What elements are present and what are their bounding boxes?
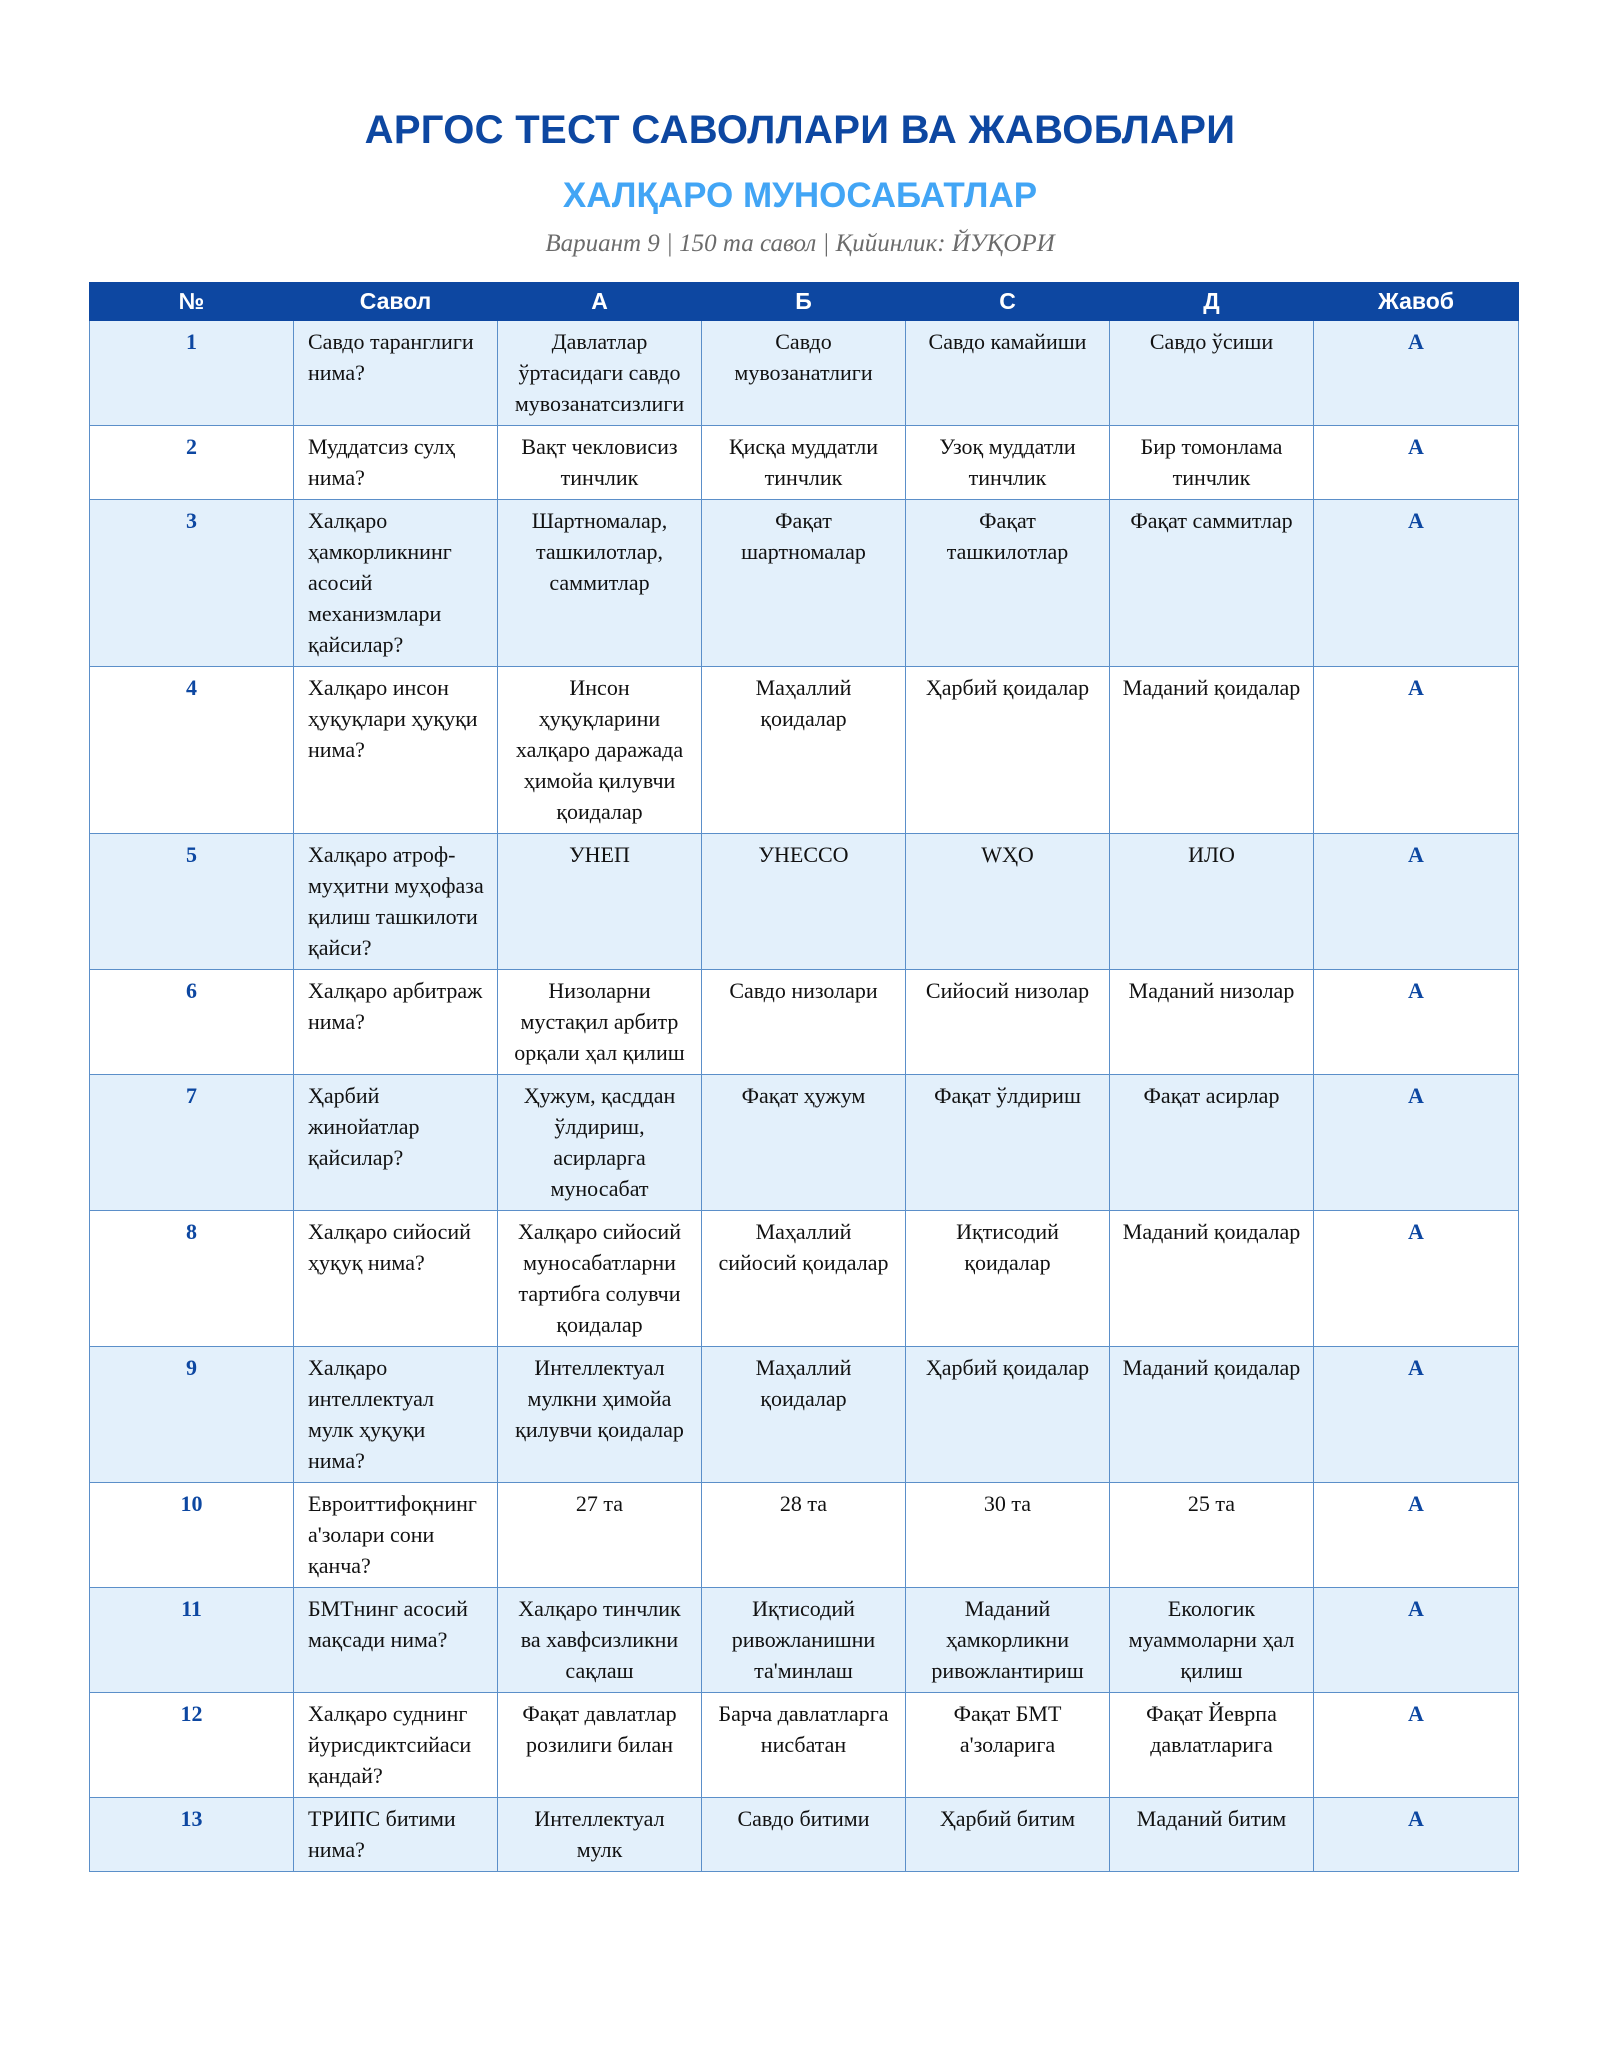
option-d: Бир томонлама тинчлик <box>1110 426 1314 500</box>
test-meta-info: Вариант 9 | 150 та савол | Қийинлик: ЙУҚОРИ <box>545 230 1055 257</box>
option-a: 27 та <box>498 1483 702 1588</box>
column-header-option-d: Д <box>1110 283 1314 321</box>
question-text: ТРИПС битими нима? <box>294 1798 498 1872</box>
question-text: БМТнинг асосий мақсади нима? <box>294 1588 498 1693</box>
option-c: Фақат ташкилотлар <box>906 500 1110 667</box>
correct-answer: А <box>1314 1693 1519 1798</box>
question-text: Савдо таранглиги нима? <box>294 321 498 426</box>
question-number: 12 <box>90 1693 294 1798</box>
correct-answer: А <box>1314 1075 1519 1211</box>
table-row <box>90 970 1519 1075</box>
correct-answer: А <box>1314 667 1519 834</box>
table-row <box>90 667 1519 834</box>
question-text: Халқаро арбитраж нима? <box>294 970 498 1075</box>
option-c: Фақат ўлдириш <box>906 1075 1110 1211</box>
option-d: ИЛО <box>1110 834 1314 970</box>
question-number: 7 <box>90 1075 294 1211</box>
question-text: Халқаро инсон ҳуқуқлари ҳуқуқи нима? <box>294 667 498 834</box>
correct-answer: А <box>1314 426 1519 500</box>
correct-answer: А <box>1314 970 1519 1075</box>
option-c: Иқтисодий қоидалар <box>906 1211 1110 1347</box>
question-number: 4 <box>90 667 294 834</box>
question-number: 9 <box>90 1347 294 1483</box>
table-row <box>90 834 1519 970</box>
correct-answer: А <box>1314 1211 1519 1347</box>
correct-answer: А <box>1314 321 1519 426</box>
option-a: Халқаро сийосий муносабатларни тартибга солувчи қоидалар <box>498 1211 702 1347</box>
correct-answer: А <box>1314 1588 1519 1693</box>
option-a: УНЕП <box>498 834 702 970</box>
correct-answer: А <box>1314 834 1519 970</box>
option-b: УНЕССО <box>702 834 906 970</box>
option-d: Савдо ўсиши <box>1110 321 1314 426</box>
table-body <box>90 321 1519 1872</box>
column-header-option-a: А <box>498 283 702 321</box>
option-a: Интеллектуал мулк <box>498 1798 702 1872</box>
option-d: Маданий низолар <box>1110 970 1314 1075</box>
option-a: Фақат давлатлар розилиги билан <box>498 1693 702 1798</box>
option-d: 25 та <box>1110 1483 1314 1588</box>
question-text: Евроиттифоқнинг а'золари сони қанча? <box>294 1483 498 1588</box>
option-b: Савдо мувозанатлиги <box>702 321 906 426</box>
option-d: Маданий қоидалар <box>1110 1347 1314 1483</box>
option-c: Узоқ муддатли тинчлик <box>906 426 1110 500</box>
option-d: Маданий қоидалар <box>1110 1211 1314 1347</box>
correct-answer: А <box>1314 1483 1519 1588</box>
question-number: 5 <box>90 834 294 970</box>
option-b: Қисқа муддатли тинчлик <box>702 426 906 500</box>
option-c: Ҳарбий битим <box>906 1798 1110 1872</box>
page-subtitle: ХАЛҚАРО МУНОСАБАТЛАР <box>562 176 1038 215</box>
column-header-answer: Жавоб <box>1314 283 1519 321</box>
option-b: Савдо битими <box>702 1798 906 1872</box>
option-b: Барча давлатларга нисбатан <box>702 1693 906 1798</box>
option-d: Маданий қоидалар <box>1110 667 1314 834</box>
question-number: 3 <box>90 500 294 667</box>
table-row <box>90 1211 1519 1347</box>
option-c: 30 та <box>906 1483 1110 1588</box>
question-text: Халқаро суднинг йурисдиктсийаси қандай? <box>294 1693 498 1798</box>
correct-answer: А <box>1314 1347 1519 1483</box>
question-number: 6 <box>90 970 294 1075</box>
option-a: Ҳужум, қасддан ўлдириш, асирларга муносабат <box>498 1075 702 1211</box>
question-number: 1 <box>90 321 294 426</box>
table-row <box>90 500 1519 667</box>
option-b: Маҳаллий сийосий қоидалар <box>702 1211 906 1347</box>
option-a: Интеллектуал мулкни ҳимойа қилувчи қоидалар <box>498 1347 702 1483</box>
option-d: Екологик муаммоларни ҳал қилиш <box>1110 1588 1314 1693</box>
question-text: Халқаро атроф-муҳитни муҳофаза қилиш ташкилоти қайси? <box>294 834 498 970</box>
correct-answer: А <box>1314 1798 1519 1872</box>
table-row <box>90 1075 1519 1211</box>
option-a: Шартномалар, ташкилотлар, саммитлар <box>498 500 702 667</box>
option-c: Фақат БМТ а'золарига <box>906 1693 1110 1798</box>
question-number: 8 <box>90 1211 294 1347</box>
table-row <box>90 1588 1519 1693</box>
option-d: Фақат асирлар <box>1110 1075 1314 1211</box>
option-c: Ҳарбий қоидалар <box>906 667 1110 834</box>
option-c: WҲО <box>906 834 1110 970</box>
option-a: Халқаро тинчлик ва хавфсизликни сақлаш <box>498 1588 702 1693</box>
option-c: Ҳарбий қоидалар <box>906 1347 1110 1483</box>
table-row <box>90 1347 1519 1483</box>
option-b: 28 та <box>702 1483 906 1588</box>
question-number: 10 <box>90 1483 294 1588</box>
table-row <box>90 1798 1519 1872</box>
questions-table <box>89 282 1519 1872</box>
option-c: Маданий ҳамкорликни ривожлантириш <box>906 1588 1110 1693</box>
question-text: Халқаро интеллектуал мулк ҳуқуқи нима? <box>294 1347 498 1483</box>
table-row <box>90 1483 1519 1588</box>
option-b: Иқтисодий ривожланишни та'минлаш <box>702 1588 906 1693</box>
question-text: Муддатсиз сулҳ нима? <box>294 426 498 500</box>
question-text: Ҳарбий жинойатлар қайсилар? <box>294 1075 498 1211</box>
table-header-row <box>90 283 1519 321</box>
option-d: Фақат саммитлар <box>1110 500 1314 667</box>
page-title: АРГОС ТЕСТ САВОЛЛАРИ ВА ЖАВОБЛАРИ <box>364 108 1236 152</box>
table-row <box>90 426 1519 500</box>
column-header-question: Савол <box>294 283 498 321</box>
option-b: Фақат ҳужум <box>702 1075 906 1211</box>
column-header-option-c: С <box>906 283 1110 321</box>
option-b: Маҳаллий қоидалар <box>702 1347 906 1483</box>
option-a: Давлатлар ўртасидаги савдо мувозанатсизлиги <box>498 321 702 426</box>
column-header-option-b: Б <box>702 283 906 321</box>
table-row <box>90 1693 1519 1798</box>
question-text: Халқаро сийосий ҳуқуқ нима? <box>294 1211 498 1347</box>
option-a: Инсон ҳуқуқларини халқаро даражада ҳимойа қилувчи қоидалар <box>498 667 702 834</box>
option-b: Фақат шартномалар <box>702 500 906 667</box>
option-a: Вақт чекловисиз тинчлик <box>498 426 702 500</box>
option-a: Низоларни мустақил арбитр орқали ҳал қилиш <box>498 970 702 1075</box>
option-d: Маданий битим <box>1110 1798 1314 1872</box>
option-b: Маҳаллий қоидалар <box>702 667 906 834</box>
question-text: Халқаро ҳамкорликнинг асосий механизмлари қайсилар? <box>294 500 498 667</box>
option-d: Фақат Йеврпа давлатларига <box>1110 1693 1314 1798</box>
question-number: 13 <box>90 1798 294 1872</box>
option-c: Савдо камайиши <box>906 321 1110 426</box>
option-c: Сийосий низолар <box>906 970 1110 1075</box>
column-header-number: № <box>90 283 294 321</box>
correct-answer: А <box>1314 500 1519 667</box>
question-number: 2 <box>90 426 294 500</box>
table-row <box>90 321 1519 426</box>
option-b: Савдо низолари <box>702 970 906 1075</box>
question-number: 11 <box>90 1588 294 1693</box>
